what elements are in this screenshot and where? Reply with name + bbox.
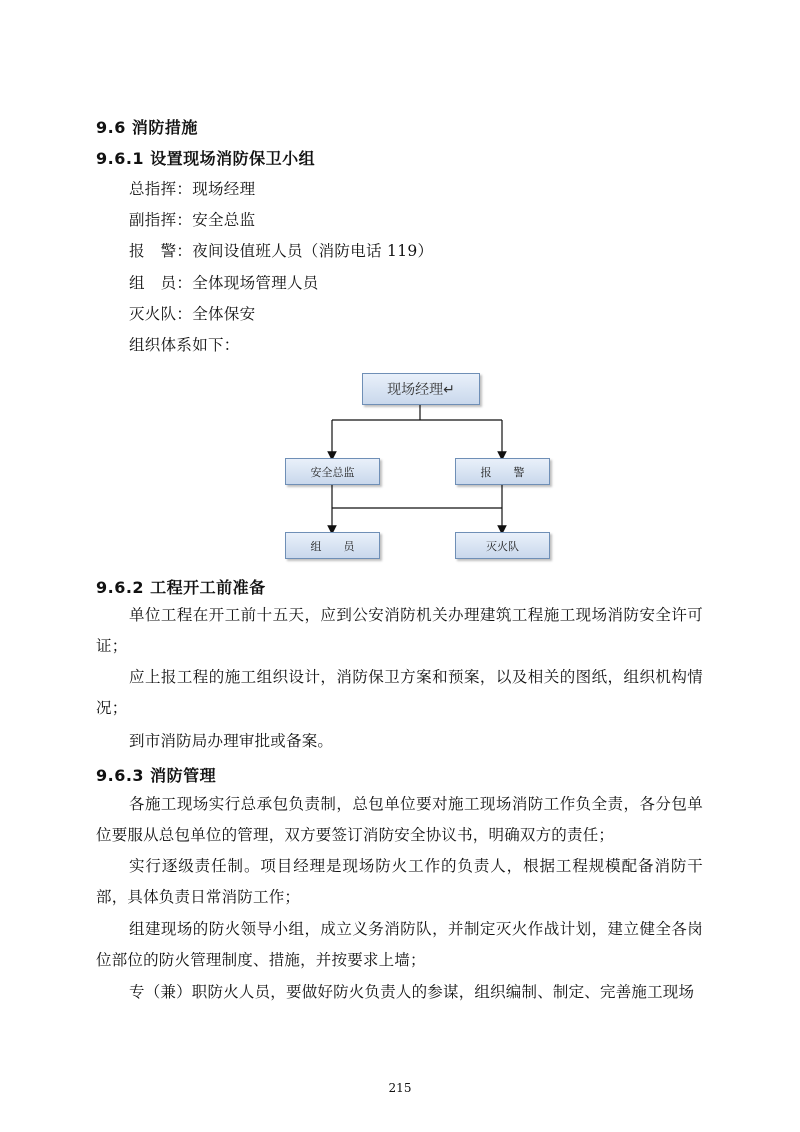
heading-9-6: 9.6 消防措施 <box>96 118 198 137</box>
heading-9-6-1: 9.6.1 设置现场消防保卫小组 <box>96 149 316 168</box>
paragraph: 单位工程在开工前十五天，应到公安消防机关办理建筑工程施工现场消防安全许可证； <box>96 606 703 655</box>
org-node-alarm: 报 警 <box>455 458 550 485</box>
paragraph: 各施工现场实行总承包负责制，总包单位要对施工现场消防工作负全责，各分包单位要服从总包单位的管理，双方要签订消防安全协议书，明确双方的责任； <box>96 795 703 844</box>
heading-9-6-2: 9.6.2 工程开工前准备 <box>96 578 266 597</box>
role-alarm: 报 警：夜间设值班人员（消防电话 119） <box>129 242 434 260</box>
role-commander: 总指挥：现场经理 <box>129 180 256 198</box>
org-intro: 组织体系如下： <box>129 336 240 354</box>
paragraph: 到市消防局办理审批或备案。 <box>129 732 334 750</box>
role-deputy: 副指挥：安全总监 <box>129 211 256 229</box>
org-node-safety-director: 安全总监 <box>285 458 380 485</box>
org-node-site-manager: 现场经理↵ <box>362 373 480 405</box>
role-members: 组 员：全体现场管理人员 <box>129 274 319 292</box>
heading-9-6-3: 9.6.3 消防管理 <box>96 766 217 785</box>
role-firefighters: 灭火队：全体保安 <box>129 305 256 323</box>
page-number: 215 <box>388 1081 412 1095</box>
org-node-members: 组 员 <box>285 532 380 559</box>
org-node-fire-team: 灭火队 <box>455 532 550 559</box>
paragraph: 组建现场的防火领导小组，成立义务消防队，并制定灭火作战计划，建立健全各岗位部位的防火管理制度、措施，并按要求上墙； <box>96 920 703 969</box>
paragraph: 应上报工程的施工组织设计，消防保卫方案和预案，以及相关的图纸，组织机构情况； <box>96 668 703 717</box>
paragraph: 专（兼）职防火人员，要做好防火负责人的参谋，组织编制、制定、完善施工现场 <box>129 983 695 1001</box>
paragraph: 实行逐级责任制。项目经理是现场防火工作的负责人，根据工程规模配备消防干部，具体负责日常消防工作； <box>96 857 703 906</box>
